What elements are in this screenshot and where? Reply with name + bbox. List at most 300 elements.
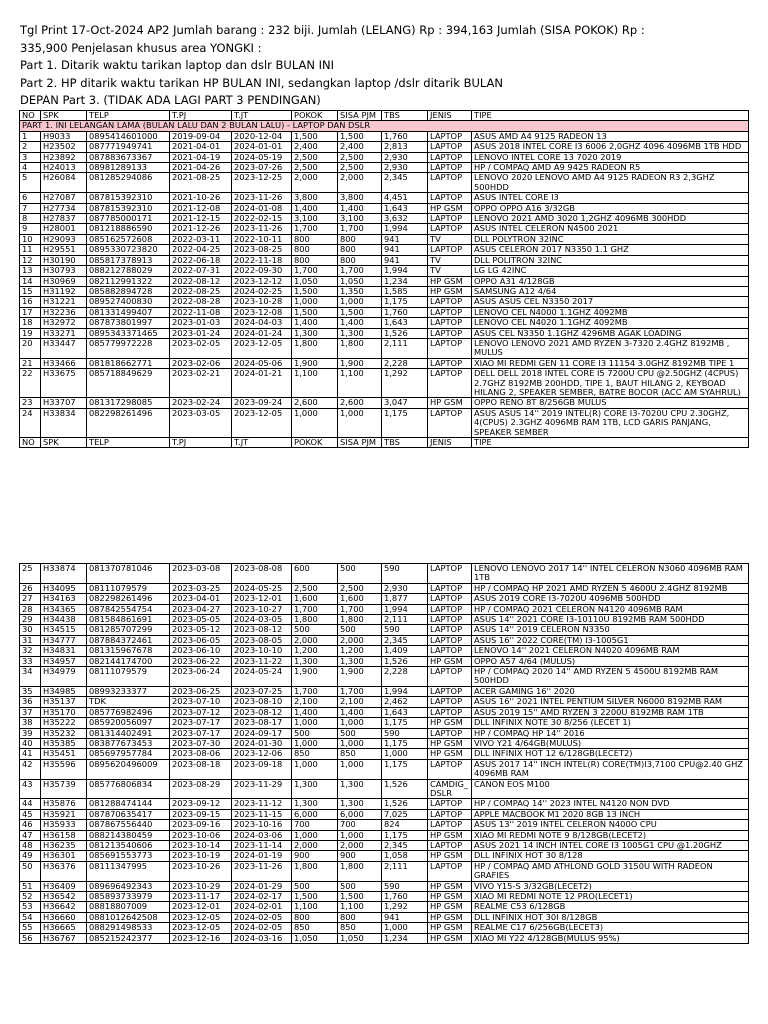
cell-no: 2 (20, 142, 41, 152)
cell-spk: H30969 (41, 276, 87, 286)
cell-jenis: LAPTOP (428, 604, 472, 614)
cell-jenis: HP GSM (428, 738, 472, 748)
cell-tpj: 2019-09-04 (170, 131, 232, 141)
cell-tbs: 1,175 (382, 830, 428, 840)
cell-pokok: 1,500 (292, 307, 338, 317)
cell-jenis: LAPTOP (428, 358, 472, 368)
cell-tjt: 2023-08-12 (232, 625, 292, 635)
cell-tipe: XIAO MI REDMI GEN 11 CORE I3 11154 3.0GHZ 8192MB TIPE 1 (472, 358, 749, 368)
cell-pokok: 2,500 (292, 583, 338, 593)
cell-no: 19 (20, 328, 41, 338)
cell-tipe: SAMSUNG A12 4/64 (472, 286, 749, 296)
cell-jenis: LAPTOP (428, 318, 472, 328)
cell-telp: 089527400830 (87, 297, 170, 307)
cell-spk: H33271 (41, 328, 87, 338)
cell-telp: 081213540606 (87, 840, 170, 850)
table-row (20, 234, 749, 244)
cell-spk: H27837 (41, 214, 87, 224)
cell-telp: 081331499407 (87, 307, 170, 317)
cell-tbs: 2,930 (382, 152, 428, 162)
cell-pokok: 800 (292, 245, 338, 255)
cell-tjt: 2023-08-05 (232, 635, 292, 645)
cell-sisa-pjm: 1,400 (338, 203, 382, 213)
cell-tjt: 2024-05-25 (232, 583, 292, 593)
cell-jenis: LAPTOP (428, 667, 472, 687)
table-row (20, 131, 749, 141)
cell-tjt: 2024-01-30 (232, 738, 292, 748)
cell-jenis: LAPTOP (428, 686, 472, 696)
cell-tpj: 2023-09-15 (170, 809, 232, 819)
cell-sisa-pjm: 1,000 (338, 408, 382, 437)
cell-tjt: 2023-08-12 (232, 707, 292, 717)
table-row (20, 635, 749, 645)
column-header-pokok: POKOK (292, 111, 338, 121)
cell-sisa-pjm: 700 (338, 820, 382, 830)
table-row (20, 163, 749, 173)
cell-telp: 081818662771 (87, 358, 170, 368)
cell-telp: 081285294086 (87, 173, 170, 193)
cell-spk: H30793 (41, 266, 87, 276)
cell-telp: 087771949741 (87, 142, 170, 152)
cell-jenis: HP GSM (428, 718, 472, 728)
cell-sisa-pjm: 1,500 (338, 307, 382, 317)
table-row (20, 224, 749, 234)
cell-tpj: 2021-08-25 (170, 173, 232, 193)
cell-jenis: LAPTOP (428, 697, 472, 707)
cell-tpj: 2023-03-08 (170, 564, 232, 584)
cell-tjt: 2023-12-05 (232, 408, 292, 437)
cell-telp: 08111347995 (87, 861, 170, 881)
table-row (20, 214, 749, 224)
header-line-5: DEPAN Part 3. (TIDAK ADA LAGI PART 3 PENDINGAN) (20, 93, 321, 108)
cell-jenis: LAPTOP (428, 861, 472, 881)
cell-spk: H30190 (41, 255, 87, 265)
cell-spk: H26084 (41, 173, 87, 193)
cell-tpj: 2023-06-22 (170, 656, 232, 666)
cell-sisa-pjm: 1,350 (338, 286, 382, 296)
table-row (20, 173, 749, 193)
cell-tjt: 2024-02-05 (232, 923, 292, 933)
cell-sisa-pjm: 2,500 (338, 152, 382, 162)
cell-jenis: HP GSM (428, 276, 472, 286)
cell-tpj: 2023-03-25 (170, 583, 232, 593)
cell-tipe: DLL POLYTRON 32INC (472, 234, 749, 244)
cell-tbs: 590 (382, 625, 428, 635)
cell-spk: H29093 (41, 234, 87, 244)
column-header-no: NO (20, 438, 41, 448)
cell-tbs: 3,632 (382, 214, 428, 224)
cell-tipe: LENOVO CEL N4000 1.1GHZ 4092MB (472, 307, 749, 317)
cell-telp: 088212788029 (87, 266, 170, 276)
cell-telp: 088291498533 (87, 923, 170, 933)
cell-spk: H33707 (41, 398, 87, 408)
cell-no: 50 (20, 861, 41, 881)
column-header-tbs: TBS (382, 438, 428, 448)
cell-no: 33 (20, 656, 41, 666)
cell-telp: 087884372461 (87, 635, 170, 645)
cell-no: 6 (20, 193, 41, 203)
cell-pokok: 1,700 (292, 224, 338, 234)
cell-spk: H35876 (41, 799, 87, 809)
cell-pokok: 1,500 (292, 131, 338, 141)
auction-table-part1 (19, 110, 749, 448)
cell-tbs: 2,228 (382, 358, 428, 368)
cell-spk: H34438 (41, 615, 87, 625)
table-row (20, 297, 749, 307)
cell-tpj: 2022-08-25 (170, 286, 232, 296)
cell-tjt: 2023-08-25 (232, 245, 292, 255)
cell-tjt: 2023-10-16 (232, 820, 292, 830)
cell-tipe: LENOVO INTEL CORE 13 7020 2019 (472, 152, 749, 162)
cell-tipe: ASUS 14'' 2019 CELERON N3350 (472, 625, 749, 635)
cell-spk: H35596 (41, 759, 87, 779)
cell-sisa-pjm: 2,000 (338, 840, 382, 850)
cell-pokok: 500 (292, 881, 338, 891)
table-row (20, 718, 749, 728)
cell-tbs: 2,228 (382, 667, 428, 687)
cell-sisa-pjm: 1,400 (338, 707, 382, 717)
cell-no: 56 (20, 933, 41, 943)
cell-tpj: 2021-04-19 (170, 152, 232, 162)
cell-sisa-pjm: 1,100 (338, 902, 382, 912)
cell-tpj: 2023-06-24 (170, 667, 232, 687)
cell-no: 11 (20, 245, 41, 255)
cell-jenis: HP GSM (428, 902, 472, 912)
cell-telp: 08981289133 (87, 163, 170, 173)
cell-spk: H34831 (41, 646, 87, 656)
cell-spk: H35222 (41, 718, 87, 728)
cell-tjt: 2024-02-05 (232, 912, 292, 922)
table-row (20, 369, 749, 398)
table-row (20, 286, 749, 296)
cell-sisa-pjm: 6,000 (338, 809, 382, 819)
cell-tipe: HP / COMPAQ HP 2021 AMD RYZEN 5 4600U 2.4GHZ 8192MB (472, 583, 749, 593)
cell-tjt: 2023-10-28 (232, 297, 292, 307)
cell-no: 55 (20, 923, 41, 933)
cell-tjt: 2023-11-14 (232, 840, 292, 850)
cell-sisa-pjm: 2,000 (338, 635, 382, 645)
cell-jenis: HP GSM (428, 933, 472, 943)
cell-sisa-pjm: 900 (338, 851, 382, 861)
cell-jenis: TV (428, 266, 472, 276)
cell-spk: H35921 (41, 809, 87, 819)
cell-tbs: 2,111 (382, 861, 428, 881)
cell-telp: 087815392310 (87, 203, 170, 213)
cell-telp: 087785000171 (87, 214, 170, 224)
cell-tipe: VIVO Y15-S 3/32GB(LECET2) (472, 881, 749, 891)
cell-pokok: 1,300 (292, 656, 338, 666)
table-row (20, 408, 749, 437)
cell-sisa-pjm: 1,050 (338, 933, 382, 943)
cell-pokok: 1,800 (292, 861, 338, 881)
cell-tipe: ASUS 14'' 2021 CORE I3-10110U 8192MB RAM 500HDD (472, 615, 749, 625)
cell-tbs: 1,175 (382, 738, 428, 748)
column-header-jenis: JENIS (428, 438, 472, 448)
cell-tipe: ASUS 2021 14 INCH INTEL CORE I3 1005G1 CPU @1.20GHZ (472, 840, 749, 850)
cell-pokok: 1,050 (292, 276, 338, 286)
cell-no: 25 (20, 564, 41, 584)
cell-tipe: HP / COMPAQ 2021 CELERON N4120 4096MB RAM (472, 604, 749, 614)
table-row (20, 667, 749, 687)
cell-jenis: CAMDIG_ DSLR (428, 779, 472, 799)
cell-spk: H32972 (41, 318, 87, 328)
cell-spk: H36767 (41, 933, 87, 943)
cell-tpj: 2021-12-26 (170, 224, 232, 234)
cell-jenis: TV (428, 234, 472, 244)
cell-no: 10 (20, 234, 41, 244)
cell-tjt: 2023-10-27 (232, 604, 292, 614)
cell-tjt: 2023-12-12 (232, 276, 292, 286)
cell-tipe: LENOVO 2021 AMD 3020 1,2GHZ 4096MB 300HDD (472, 214, 749, 224)
column-header-tbs: TBS (382, 111, 428, 121)
cell-tipe: LENOVO LENOVO 2021 AMD RYZEN 3-7320 2.4GHZ 8192MB , MULUS (472, 338, 749, 358)
cell-tpj: 2023-12-05 (170, 923, 232, 933)
cell-no: 26 (20, 583, 41, 593)
cell-tbs: 1,526 (382, 656, 428, 666)
cell-sisa-pjm: 1,500 (338, 131, 382, 141)
cell-no: 24 (20, 408, 41, 437)
cell-jenis: TV (428, 255, 472, 265)
table-row (20, 881, 749, 891)
table-row (20, 686, 749, 696)
table-row (20, 564, 749, 584)
cell-jenis: LAPTOP (428, 193, 472, 203)
cell-tjt: 2024-01-19 (232, 851, 292, 861)
cell-tjt: 2024-01-08 (232, 203, 292, 213)
cell-telp: 085920056097 (87, 718, 170, 728)
cell-sisa-pjm: 1,000 (338, 759, 382, 779)
cell-tpj: 2023-10-29 (170, 881, 232, 891)
cell-spk: H33466 (41, 358, 87, 368)
cell-tbs: 590 (382, 728, 428, 738)
cell-sisa-pjm: 1,800 (338, 615, 382, 625)
table-row (20, 697, 749, 707)
cell-no: 41 (20, 749, 41, 759)
cell-tpj: 2023-04-01 (170, 594, 232, 604)
cell-telp: 085779972228 (87, 338, 170, 358)
column-header-tpj: T.PJ (170, 111, 232, 121)
cell-telp: 085817378913 (87, 255, 170, 265)
cell-pokok: 1,500 (292, 892, 338, 902)
cell-tpj: 2023-10-14 (170, 840, 232, 850)
cell-tbs: 1,585 (382, 286, 428, 296)
table-row (20, 255, 749, 265)
cell-tjt: 2023-11-26 (232, 193, 292, 203)
cell-spk: H34095 (41, 583, 87, 593)
cell-pokok: 1,100 (292, 902, 338, 912)
cell-sisa-pjm: 500 (338, 564, 382, 584)
cell-tbs: 1,994 (382, 224, 428, 234)
cell-telp: 085776806834 (87, 779, 170, 799)
cell-tpj: 2023-08-29 (170, 779, 232, 799)
cell-sisa-pjm: 800 (338, 912, 382, 922)
cell-tjt: 2024-05-19 (232, 152, 292, 162)
cell-tpj: 2021-04-26 (170, 163, 232, 173)
cell-no: 30 (20, 625, 41, 635)
cell-telp: 081584861691 (87, 615, 170, 625)
cell-tjt: 2024-03-05 (232, 615, 292, 625)
table-row (20, 142, 749, 152)
table-row (20, 594, 749, 604)
cell-spk: H36542 (41, 892, 87, 902)
cell-telp: 085893733979 (87, 892, 170, 902)
cell-pokok: 1,300 (292, 328, 338, 338)
cell-sisa-pjm: 500 (338, 625, 382, 635)
cell-jenis: LAPTOP (428, 728, 472, 738)
cell-tpj: 2023-09-16 (170, 820, 232, 830)
cell-jenis: LAPTOP (428, 809, 472, 819)
cell-no: 23 (20, 398, 41, 408)
cell-pokok: 3,100 (292, 214, 338, 224)
table-header-row (20, 438, 749, 448)
cell-tbs: 1,760 (382, 892, 428, 902)
cell-tipe: OPPO A57 4/64 (MULUS) (472, 656, 749, 666)
cell-pokok: 600 (292, 564, 338, 584)
cell-tpj: 2023-07-17 (170, 718, 232, 728)
cell-tipe: ASUS 13'' 2019 INTEL CELERON N400O CPU (472, 820, 749, 830)
cell-no: 12 (20, 255, 41, 265)
cell-pokok: 6,000 (292, 809, 338, 819)
cell-no: 5 (20, 173, 41, 193)
cell-spk: H29551 (41, 245, 87, 255)
table-row (20, 902, 749, 912)
cell-tpj: 2023-10-06 (170, 830, 232, 840)
cell-telp: 085162572608 (87, 234, 170, 244)
cell-tipe: HP / COMPAQ 14'' 2023 INTEL N4120 NON DVD (472, 799, 749, 809)
cell-tjt: 2023-10-10 (232, 646, 292, 656)
cell-jenis: HP GSM (428, 881, 472, 891)
cell-no: 52 (20, 892, 41, 902)
cell-tjt: 2024-04-03 (232, 318, 292, 328)
cell-jenis: LAPTOP (428, 625, 472, 635)
cell-spk: H34957 (41, 656, 87, 666)
cell-tbs: 2,930 (382, 163, 428, 173)
column-header-tjt: T.JT (232, 438, 292, 448)
cell-tipe: ASUS 2019 15'' AMD RYZEN 3 2200U 8192MB RAM 1TB (472, 707, 749, 717)
cell-no: 38 (20, 718, 41, 728)
cell-spk: H34777 (41, 635, 87, 645)
cell-no: 40 (20, 738, 41, 748)
cell-sisa-pjm: 1,000 (338, 830, 382, 840)
cell-no: 45 (20, 809, 41, 819)
cell-telp: 085718849629 (87, 369, 170, 398)
cell-tjt: 2023-11-12 (232, 799, 292, 809)
cell-tbs: 2,345 (382, 840, 428, 850)
cell-sisa-pjm: 2,600 (338, 398, 382, 408)
cell-no: 51 (20, 881, 41, 891)
cell-tipe: ASUS INTEL CELERON N4500 2021 (472, 224, 749, 234)
cell-tpj: 2023-03-05 (170, 408, 232, 437)
cell-jenis: LAPTOP (428, 594, 472, 604)
cell-telp: 087870635417 (87, 809, 170, 819)
cell-telp: 081315967678 (87, 646, 170, 656)
cell-no: 1 (20, 131, 41, 141)
cell-tpj: 2023-11-17 (170, 892, 232, 902)
cell-jenis: LAPTOP (428, 840, 472, 850)
cell-telp: 082144174700 (87, 656, 170, 666)
table-row (20, 820, 749, 830)
cell-telp: 0895620496009 (87, 759, 170, 779)
cell-tpj: 2023-05-12 (170, 625, 232, 635)
cell-no: 8 (20, 214, 41, 224)
cell-tbs: 590 (382, 564, 428, 584)
cell-tbs: 824 (382, 820, 428, 830)
cell-tbs: 1,000 (382, 923, 428, 933)
cell-pokok: 900 (292, 851, 338, 861)
cell-tipe: DLL INFINIX HOT 30 8/128 (472, 851, 749, 861)
cell-spk: H34515 (41, 625, 87, 635)
cell-sisa-pjm: 800 (338, 245, 382, 255)
cell-tbs: 1,643 (382, 203, 428, 213)
cell-pokok: 1,200 (292, 646, 338, 656)
cell-tbs: 1,526 (382, 779, 428, 799)
cell-no: 16 (20, 297, 41, 307)
cell-telp: 0895343371465 (87, 328, 170, 338)
cell-spk: H35933 (41, 820, 87, 830)
cell-tpj: 2023-06-10 (170, 646, 232, 656)
cell-tbs: 1,994 (382, 266, 428, 276)
cell-telp: 081317298085 (87, 398, 170, 408)
cell-telp: 081285707299 (87, 625, 170, 635)
cell-sisa-pjm: 1,200 (338, 646, 382, 656)
cell-no: 42 (20, 759, 41, 779)
cell-no: 3 (20, 152, 41, 162)
cell-telp: 085776982496 (87, 707, 170, 717)
cell-spk: H35137 (41, 697, 87, 707)
cell-tjt: 2023-12-05 (232, 338, 292, 358)
cell-pokok: 1,800 (292, 338, 338, 358)
cell-tbs: 1,175 (382, 408, 428, 437)
cell-tipe: ASUS CEL N3350 1.1GHZ 4296MB AGAK LOADING (472, 328, 749, 338)
cell-sisa-pjm: 1,900 (338, 667, 382, 687)
cell-tpj: 2023-02-06 (170, 358, 232, 368)
cell-pokok: 1,400 (292, 203, 338, 213)
cell-tipe: ASUS 2017 14'' INCH INTEL(R) CORE(TM)I3,7100 CPU@2.40 GHZ 4096MB RAM (472, 759, 749, 779)
table-row (20, 799, 749, 809)
cell-tipe: ASUS 2018 INTEL CORE I3 6006 2,0GHZ 4096 4096MB 1TB HDD (472, 142, 749, 152)
cell-tbs: 2,111 (382, 615, 428, 625)
cell-tbs: 941 (382, 245, 428, 255)
cell-sisa-pjm: 850 (338, 749, 382, 759)
cell-tipe: ASUS 16'' 2021 INTEL PENTIUM SILVER N6000 8192MB RAM (472, 697, 749, 707)
cell-sisa-pjm: 1,050 (338, 276, 382, 286)
cell-tpj: 2023-07-30 (170, 738, 232, 748)
cell-sisa-pjm: 1,000 (338, 738, 382, 748)
table-row (20, 615, 749, 625)
cell-tbs: 2,345 (382, 635, 428, 645)
cell-tpj: 2023-01-24 (170, 328, 232, 338)
column-header-spk: SPK (41, 438, 87, 448)
cell-pokok: 500 (292, 728, 338, 738)
cell-spk: H36409 (41, 881, 87, 891)
cell-no: 15 (20, 286, 41, 296)
cell-tjt: 2023-09-18 (232, 759, 292, 779)
cell-telp: 087867556440 (87, 820, 170, 830)
cell-no: 28 (20, 604, 41, 614)
table-row (20, 923, 749, 933)
cell-sisa-pjm: 1,700 (338, 604, 382, 614)
cell-tbs: 1,175 (382, 759, 428, 779)
cell-jenis: LAPTOP (428, 131, 472, 141)
cell-tjt: 2023-08-08 (232, 564, 292, 584)
table-row (20, 276, 749, 286)
cell-spk: H36235 (41, 840, 87, 850)
cell-pokok: 1,000 (292, 759, 338, 779)
cell-tbs: 4,451 (382, 193, 428, 203)
cell-pokok: 1,100 (292, 369, 338, 398)
cell-tjt: 2024-05-06 (232, 358, 292, 368)
cell-telp: 081288474144 (87, 799, 170, 809)
